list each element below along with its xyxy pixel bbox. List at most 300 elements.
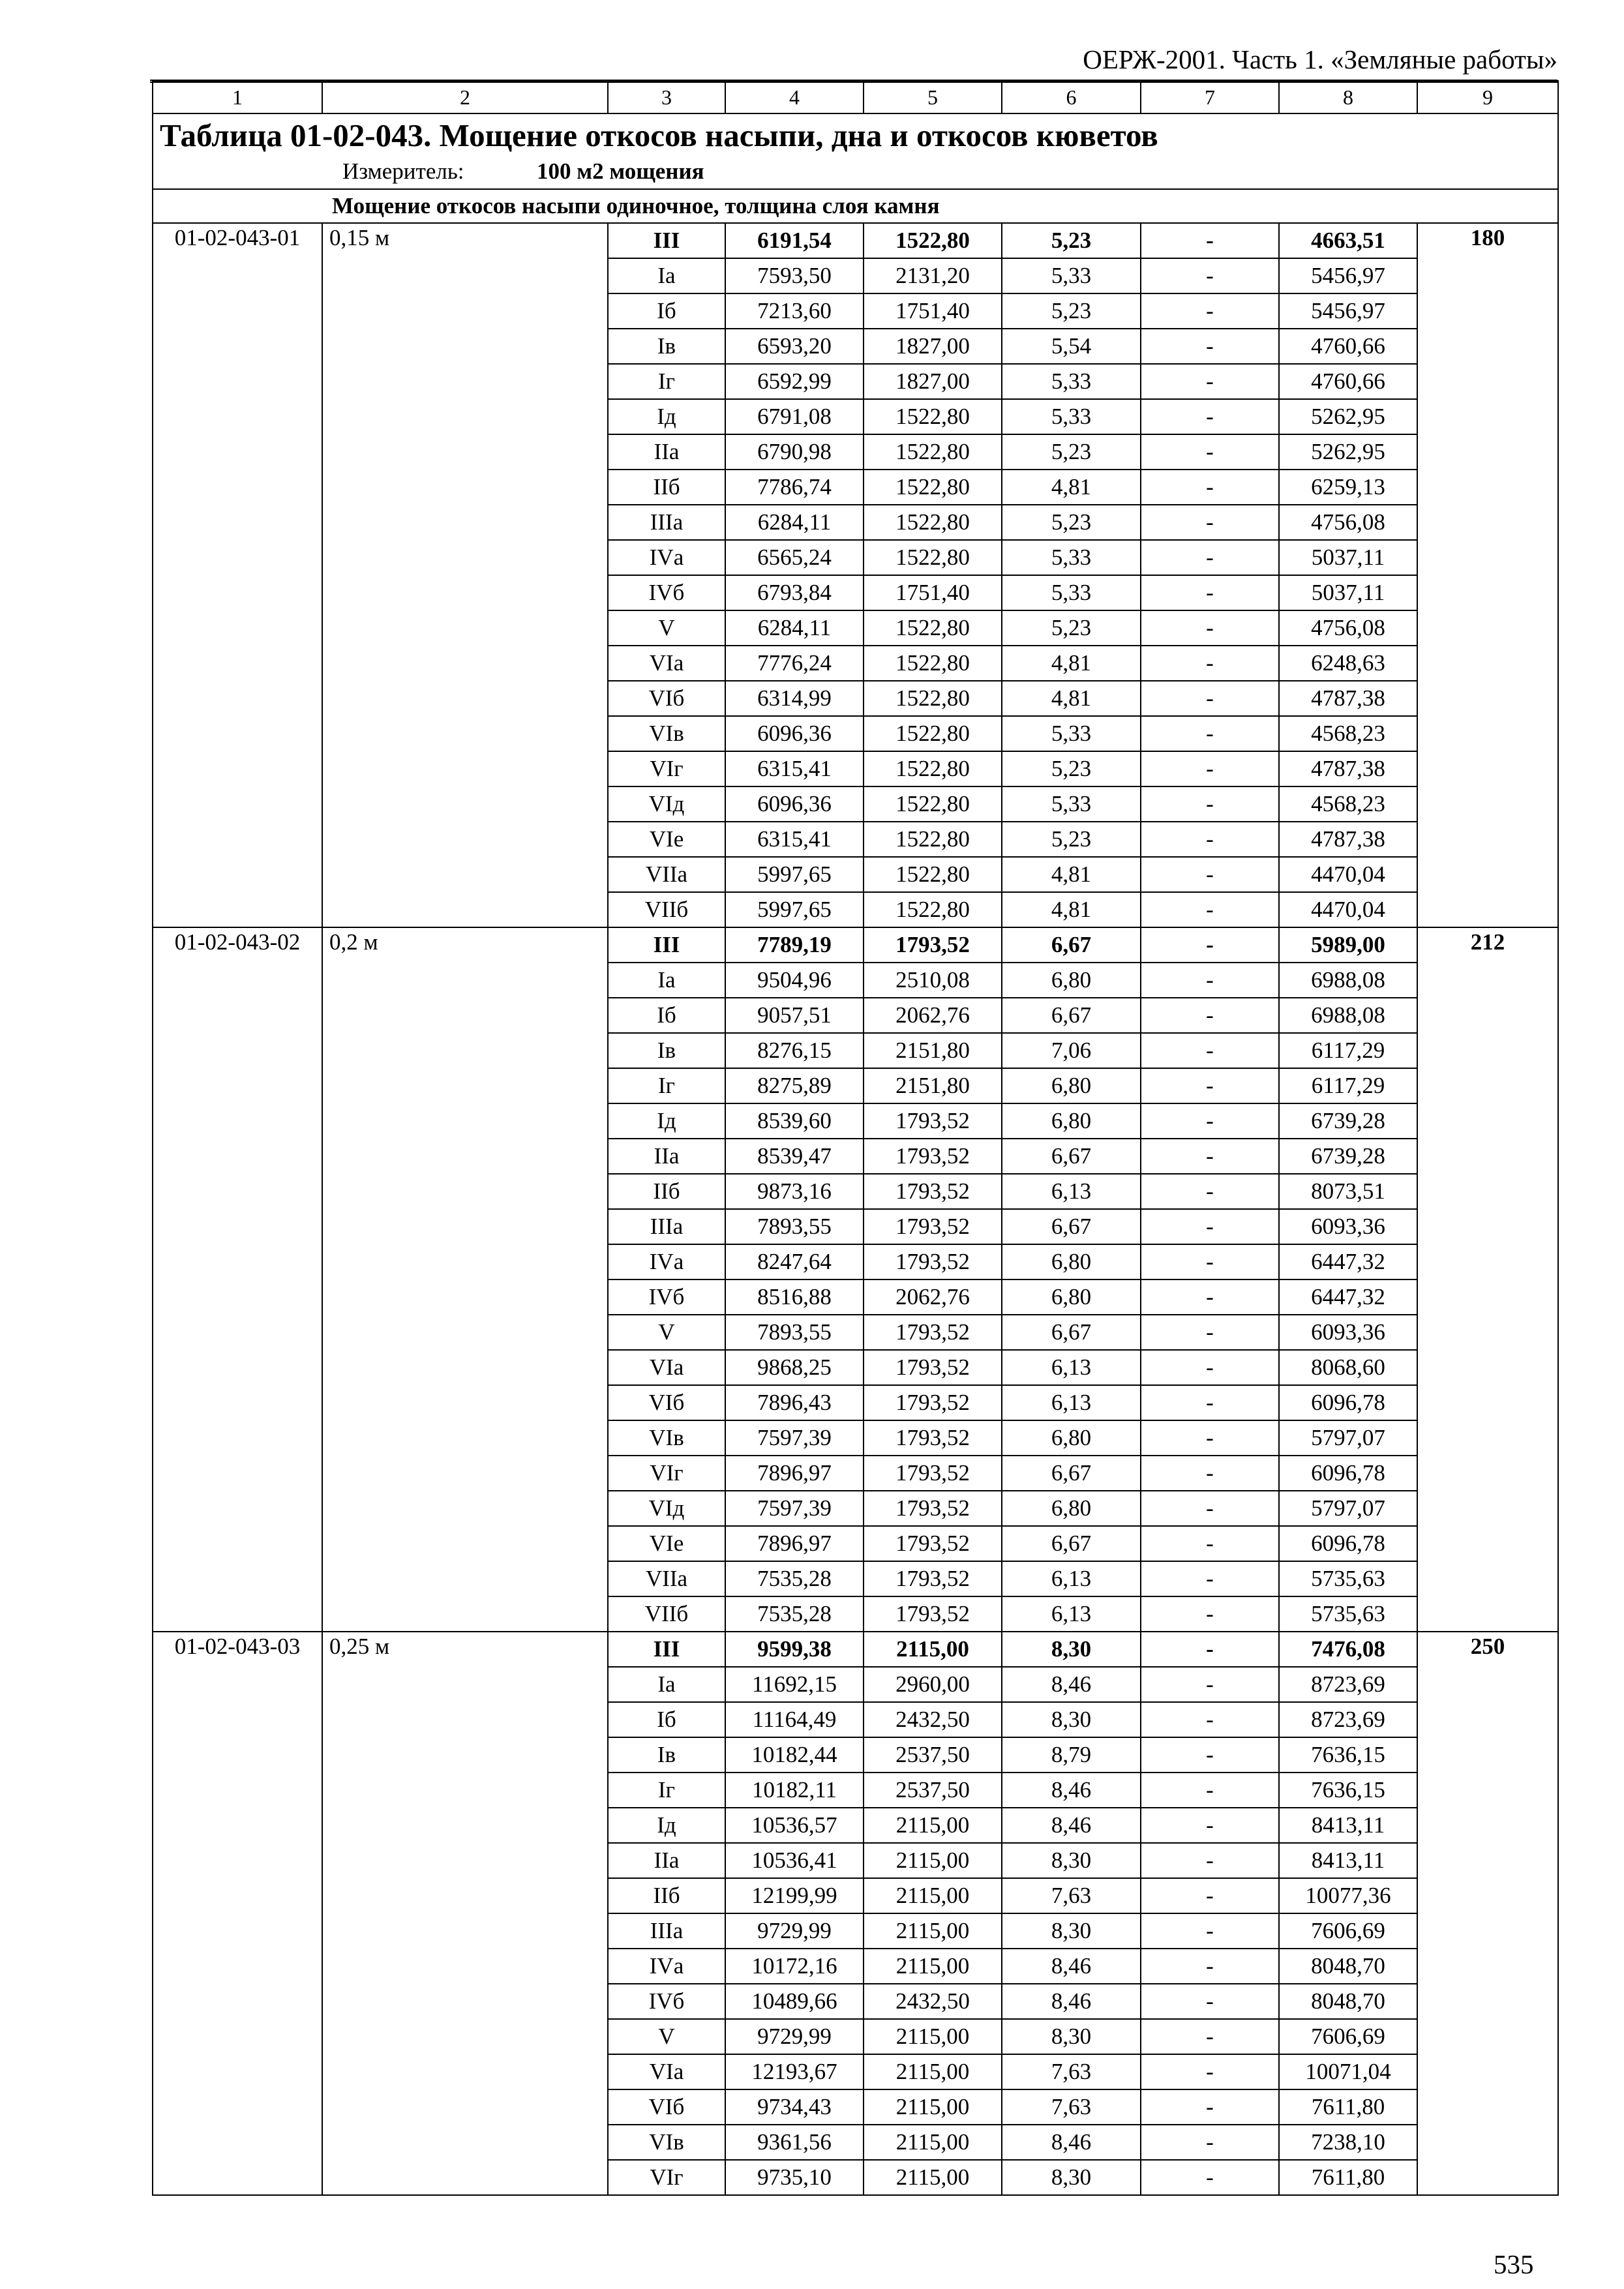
- total-cost: 10536,57: [725, 1808, 864, 1843]
- rate-code: 01-02-043-01: [153, 223, 322, 927]
- region-code: III: [608, 1632, 725, 1667]
- driver-wages: -: [1141, 1702, 1279, 1737]
- driver-wages: -: [1141, 1632, 1279, 1667]
- materials-cost: 10071,04: [1279, 2054, 1417, 2089]
- driver-wages: -: [1141, 857, 1279, 892]
- total-cost: 6314,99: [725, 681, 864, 716]
- wages-cost: 2151,80: [864, 1033, 1002, 1068]
- region-code: III: [608, 223, 725, 258]
- machine-cost: 7,63: [1002, 2054, 1141, 2089]
- table-head: [153, 81, 1558, 223]
- machine-cost: 6,67: [1002, 998, 1141, 1033]
- wages-cost: 1522,80: [864, 223, 1002, 258]
- region-code: Iб: [608, 1702, 725, 1737]
- region-code: III: [608, 927, 725, 963]
- driver-wages: -: [1141, 1737, 1279, 1773]
- driver-wages: -: [1141, 364, 1279, 399]
- materials-cost: 6117,29: [1279, 1068, 1417, 1103]
- region-code: IVа: [608, 540, 725, 575]
- region-code: IIб: [608, 470, 725, 505]
- total-cost: 7893,55: [725, 1315, 864, 1350]
- region-code: IIIа: [608, 505, 725, 540]
- region-code: V: [608, 1315, 725, 1350]
- machine-cost: 4,81: [1002, 470, 1141, 505]
- total-cost: 6191,54: [725, 223, 864, 258]
- region-code: VIе: [608, 1526, 725, 1561]
- total-cost: 7896,97: [725, 1456, 864, 1491]
- region-code: VIв: [608, 2125, 725, 2160]
- driver-wages: -: [1141, 998, 1279, 1033]
- machine-cost: 4,81: [1002, 681, 1141, 716]
- wages-cost: 2115,00: [864, 1913, 1002, 1949]
- materials-cost: 6248,63: [1279, 646, 1417, 681]
- machine-cost: 5,23: [1002, 610, 1141, 646]
- total-cost: 7893,55: [725, 1209, 864, 1244]
- machine-cost: 6,80: [1002, 1279, 1141, 1315]
- machine-cost: 8,79: [1002, 1737, 1141, 1773]
- driver-wages: -: [1141, 1103, 1279, 1139]
- wages-cost: 1522,80: [864, 470, 1002, 505]
- driver-wages: -: [1141, 1033, 1279, 1068]
- wages-cost: 1522,80: [864, 681, 1002, 716]
- region-code: Iг: [608, 364, 725, 399]
- total-cost: 6593,20: [725, 329, 864, 364]
- machine-cost: 6,67: [1002, 1315, 1141, 1350]
- wages-cost: 1793,52: [864, 927, 1002, 963]
- column-number: 7: [1141, 81, 1279, 113]
- driver-wages: -: [1141, 2089, 1279, 2125]
- driver-wages: -: [1141, 927, 1279, 963]
- machine-cost: 8,46: [1002, 1773, 1141, 1808]
- materials-cost: 7238,10: [1279, 2125, 1417, 2160]
- machine-cost: 6,67: [1002, 1209, 1141, 1244]
- wages-cost: 1751,40: [864, 575, 1002, 610]
- region-code: IIб: [608, 1174, 725, 1209]
- total-cost: 9729,99: [725, 2019, 864, 2054]
- region-code: VIа: [608, 1350, 725, 1385]
- machine-cost: 6,13: [1002, 1561, 1141, 1596]
- running-header: [150, 39, 1557, 83]
- materials-cost: 5797,07: [1279, 1491, 1417, 1526]
- total-cost: 10172,16: [725, 1949, 864, 1984]
- wages-cost: 1522,80: [864, 540, 1002, 575]
- region-code: IIа: [608, 1843, 725, 1878]
- wages-cost: 1522,80: [864, 434, 1002, 470]
- region-code: VIг: [608, 751, 725, 786]
- machine-cost: 6,80: [1002, 963, 1141, 998]
- region-code: V: [608, 610, 725, 646]
- materials-cost: 6447,32: [1279, 1279, 1417, 1315]
- wages-cost: 2510,08: [864, 963, 1002, 998]
- machine-cost: 6,80: [1002, 1244, 1141, 1279]
- driver-wages: -: [1141, 1385, 1279, 1420]
- column-number: 6: [1002, 81, 1141, 113]
- total-cost: 7896,43: [725, 1385, 864, 1420]
- materials-cost: 7476,08: [1279, 1632, 1417, 1667]
- materials-cost: 6117,29: [1279, 1033, 1417, 1068]
- region-code: VIб: [608, 2089, 725, 2125]
- wages-cost: 2062,76: [864, 998, 1002, 1033]
- wages-cost: 1522,80: [864, 751, 1002, 786]
- machine-cost: 4,81: [1002, 857, 1141, 892]
- materials-cost: 4470,04: [1279, 892, 1417, 927]
- driver-wages: -: [1141, 470, 1279, 505]
- region-code: Iд: [608, 399, 725, 434]
- region-code: IIб: [608, 1878, 725, 1913]
- driver-wages: -: [1141, 1843, 1279, 1878]
- total-cost: 8516,88: [725, 1279, 864, 1315]
- machine-cost: 5,33: [1002, 716, 1141, 751]
- region-code: VIд: [608, 1491, 725, 1526]
- column-number: 5: [864, 81, 1002, 113]
- machine-cost: 8,46: [1002, 1984, 1141, 2019]
- total-cost: 8539,60: [725, 1103, 864, 1139]
- title-row: [153, 113, 1558, 189]
- total-cost: 9361,56: [725, 2125, 864, 2160]
- machine-cost: 5,23: [1002, 434, 1141, 470]
- driver-wages: -: [1141, 293, 1279, 329]
- machine-cost: 6,13: [1002, 1350, 1141, 1385]
- wages-cost: 1793,52: [864, 1561, 1002, 1596]
- total-cost: 6565,24: [725, 540, 864, 575]
- region-code: VIIб: [608, 892, 725, 927]
- driver-wages: -: [1141, 1209, 1279, 1244]
- column-number: 1: [153, 81, 322, 113]
- wages-cost: 2115,00: [864, 1808, 1002, 1843]
- materials-cost: 5262,95: [1279, 434, 1417, 470]
- region-code: VIIб: [608, 1596, 725, 1632]
- materials-cost: 4470,04: [1279, 857, 1417, 892]
- title-cell: [153, 113, 1558, 189]
- driver-wages: -: [1141, 1984, 1279, 2019]
- total-cost: 7597,39: [725, 1491, 864, 1526]
- region-code: VIIа: [608, 1561, 725, 1596]
- region-code: VIIа: [608, 857, 725, 892]
- rate-code: 01-02-043-02: [153, 927, 322, 1632]
- region-code: IIIа: [608, 1913, 725, 1949]
- labor-hours: 250: [1417, 1632, 1558, 2195]
- wages-cost: 1827,00: [864, 329, 1002, 364]
- total-cost: 6315,41: [725, 751, 864, 786]
- column-number: 3: [608, 81, 725, 113]
- wages-cost: 1793,52: [864, 1315, 1002, 1350]
- driver-wages: -: [1141, 434, 1279, 470]
- region-code: V: [608, 2019, 725, 2054]
- machine-cost: 5,54: [1002, 329, 1141, 364]
- materials-cost: 4568,23: [1279, 786, 1417, 822]
- machine-cost: 6,13: [1002, 1174, 1141, 1209]
- wages-cost: 1793,52: [864, 1596, 1002, 1632]
- total-cost: 6284,11: [725, 505, 864, 540]
- driver-wages: -: [1141, 540, 1279, 575]
- total-cost: 7786,74: [725, 470, 864, 505]
- machine-cost: 8,30: [1002, 1843, 1141, 1878]
- driver-wages: -: [1141, 822, 1279, 857]
- wages-cost: 1793,52: [864, 1385, 1002, 1420]
- total-cost: 9057,51: [725, 998, 864, 1033]
- total-cost: 6790,98: [725, 434, 864, 470]
- machine-cost: 8,46: [1002, 1949, 1141, 1984]
- region-code: IIа: [608, 434, 725, 470]
- table-row: [153, 223, 1558, 258]
- total-cost: 6284,11: [725, 610, 864, 646]
- region-code: Iв: [608, 329, 725, 364]
- running-header-title: ОЕРЖ-2001. Часть 1. «Земляные работы»: [1083, 44, 1557, 74]
- driver-wages: -: [1141, 575, 1279, 610]
- layer-thickness: 0,2 м: [322, 927, 608, 1632]
- materials-cost: 5735,63: [1279, 1561, 1417, 1596]
- machine-cost: 6,67: [1002, 1139, 1141, 1174]
- total-cost: 7213,60: [725, 293, 864, 329]
- materials-cost: 8048,70: [1279, 1984, 1417, 2019]
- materials-cost: 5456,97: [1279, 293, 1417, 329]
- table-row: [153, 927, 1558, 963]
- column-number: 4: [725, 81, 864, 113]
- materials-cost: 4787,38: [1279, 822, 1417, 857]
- wages-cost: 1793,52: [864, 1139, 1002, 1174]
- materials-cost: 4760,66: [1279, 329, 1417, 364]
- materials-cost: 4760,66: [1279, 364, 1417, 399]
- machine-cost: 8,46: [1002, 1667, 1141, 1702]
- region-code: IIа: [608, 1139, 725, 1174]
- wages-cost: 1793,52: [864, 1174, 1002, 1209]
- wages-cost: 2115,00: [864, 2160, 1002, 2195]
- machine-cost: 5,23: [1002, 223, 1141, 258]
- wages-cost: 2432,50: [864, 1984, 1002, 2019]
- machine-cost: 6,13: [1002, 1385, 1141, 1420]
- machine-cost: 5,23: [1002, 822, 1141, 857]
- rate-group: [153, 223, 1558, 927]
- materials-cost: 6093,36: [1279, 1315, 1417, 1350]
- region-code: Iа: [608, 258, 725, 293]
- machine-cost: 6,80: [1002, 1103, 1141, 1139]
- materials-cost: 7606,69: [1279, 1913, 1417, 1949]
- wages-cost: 1793,52: [864, 1526, 1002, 1561]
- total-cost: 6096,36: [725, 786, 864, 822]
- machine-cost: 8,46: [1002, 2125, 1141, 2160]
- driver-wages: -: [1141, 1068, 1279, 1103]
- total-cost: 9599,38: [725, 1632, 864, 1667]
- driver-wages: -: [1141, 1244, 1279, 1279]
- materials-cost: 8048,70: [1279, 1949, 1417, 1984]
- machine-cost: 5,33: [1002, 399, 1141, 434]
- measure-line: [160, 157, 1557, 188]
- driver-wages: -: [1141, 681, 1279, 716]
- materials-cost: 10077,36: [1279, 1878, 1417, 1913]
- region-code: VIг: [608, 1456, 725, 1491]
- driver-wages: -: [1141, 399, 1279, 434]
- rate-code: 01-02-043-03: [153, 1632, 322, 2195]
- machine-cost: 5,33: [1002, 786, 1141, 822]
- total-cost: 12199,99: [725, 1878, 864, 1913]
- materials-cost: 6447,32: [1279, 1244, 1417, 1279]
- region-code: VIб: [608, 681, 725, 716]
- region-code: VIб: [608, 1385, 725, 1420]
- labor-hours: 180: [1417, 223, 1558, 927]
- layer-thickness: 0,25 м: [322, 1632, 608, 2195]
- machine-cost: 5,33: [1002, 575, 1141, 610]
- wages-cost: 2960,00: [864, 1667, 1002, 1702]
- machine-cost: 7,06: [1002, 1033, 1141, 1068]
- machine-cost: 6,67: [1002, 927, 1141, 963]
- region-code: VIг: [608, 2160, 725, 2195]
- measure-label: Измеритель:: [342, 158, 464, 184]
- driver-wages: -: [1141, 786, 1279, 822]
- machine-cost: 5,33: [1002, 364, 1141, 399]
- machine-cost: 5,33: [1002, 540, 1141, 575]
- wages-cost: 1522,80: [864, 786, 1002, 822]
- machine-cost: 8,30: [1002, 1913, 1141, 1949]
- materials-cost: 5989,00: [1279, 927, 1417, 963]
- wages-cost: 2151,80: [864, 1068, 1002, 1103]
- region-code: VIв: [608, 716, 725, 751]
- region-code: IVб: [608, 1984, 725, 2019]
- total-cost: 11692,15: [725, 1667, 864, 1702]
- materials-cost: 5456,97: [1279, 258, 1417, 293]
- total-cost: 9868,25: [725, 1350, 864, 1385]
- driver-wages: -: [1141, 716, 1279, 751]
- machine-cost: 4,81: [1002, 892, 1141, 927]
- driver-wages: -: [1141, 2019, 1279, 2054]
- materials-cost: 7611,80: [1279, 2160, 1417, 2195]
- driver-wages: -: [1141, 2160, 1279, 2195]
- total-cost: 6791,08: [725, 399, 864, 434]
- wages-cost: 1522,80: [864, 822, 1002, 857]
- total-cost: 7896,97: [725, 1526, 864, 1561]
- machine-cost: 6,80: [1002, 1420, 1141, 1456]
- region-code: IVб: [608, 575, 725, 610]
- column-number: 9: [1417, 81, 1558, 113]
- materials-cost: 6096,78: [1279, 1385, 1417, 1420]
- materials-cost: 6096,78: [1279, 1526, 1417, 1561]
- machine-cost: 8,46: [1002, 1808, 1141, 1843]
- region-code: Iб: [608, 998, 725, 1033]
- total-cost: 8247,64: [725, 1244, 864, 1279]
- rate-group: [153, 1632, 1558, 2195]
- materials-cost: 6988,08: [1279, 963, 1417, 998]
- region-code: Iд: [608, 1808, 725, 1843]
- driver-wages: -: [1141, 1315, 1279, 1350]
- materials-cost: 8068,60: [1279, 1350, 1417, 1385]
- total-cost: 9729,99: [725, 1913, 864, 1949]
- wages-cost: 2115,00: [864, 1632, 1002, 1667]
- total-cost: 10489,66: [725, 1984, 864, 2019]
- total-cost: 7776,24: [725, 646, 864, 681]
- region-code: Iг: [608, 1068, 725, 1103]
- column-number-row: [153, 81, 1558, 113]
- driver-wages: -: [1141, 2054, 1279, 2089]
- driver-wages: -: [1141, 610, 1279, 646]
- driver-wages: -: [1141, 1174, 1279, 1209]
- machine-cost: 5,23: [1002, 751, 1141, 786]
- materials-cost: 4756,08: [1279, 610, 1417, 646]
- driver-wages: -: [1141, 1773, 1279, 1808]
- driver-wages: -: [1141, 2125, 1279, 2160]
- total-cost: 11164,49: [725, 1702, 864, 1737]
- total-cost: 6315,41: [725, 822, 864, 857]
- total-cost: 8276,15: [725, 1033, 864, 1068]
- wages-cost: 1522,80: [864, 857, 1002, 892]
- layer-thickness: 0,15 м: [322, 223, 608, 927]
- machine-cost: 8,30: [1002, 1632, 1141, 1667]
- driver-wages: -: [1141, 1596, 1279, 1632]
- machine-cost: 7,63: [1002, 2089, 1141, 2125]
- wages-cost: 1522,80: [864, 610, 1002, 646]
- driver-wages: -: [1141, 505, 1279, 540]
- total-cost: 8275,89: [725, 1068, 864, 1103]
- total-cost: 8539,47: [725, 1139, 864, 1174]
- wages-cost: 1793,52: [864, 1103, 1002, 1139]
- driver-wages: -: [1141, 1420, 1279, 1456]
- materials-cost: 5262,95: [1279, 399, 1417, 434]
- driver-wages: -: [1141, 1456, 1279, 1491]
- materials-cost: 8413,11: [1279, 1843, 1417, 1878]
- wages-cost: 1793,52: [864, 1209, 1002, 1244]
- materials-cost: 4787,38: [1279, 681, 1417, 716]
- machine-cost: 6,67: [1002, 1526, 1141, 1561]
- wages-cost: 2115,00: [864, 2089, 1002, 2125]
- materials-cost: 4663,51: [1279, 223, 1417, 258]
- labor-hours: 212: [1417, 927, 1558, 1632]
- machine-cost: 6,80: [1002, 1491, 1141, 1526]
- region-code: Iв: [608, 1033, 725, 1068]
- driver-wages: -: [1141, 1491, 1279, 1526]
- section-title: Мощение откосов насыпи одиночное, толщина слоя камня: [153, 189, 1558, 223]
- machine-cost: 4,81: [1002, 646, 1141, 681]
- region-code: VIа: [608, 646, 725, 681]
- driver-wages: -: [1141, 1279, 1279, 1315]
- total-cost: 7593,50: [725, 258, 864, 293]
- materials-cost: 5735,63: [1279, 1596, 1417, 1632]
- materials-cost: 5037,11: [1279, 575, 1417, 610]
- section-row: [153, 189, 1558, 223]
- driver-wages: -: [1141, 751, 1279, 786]
- region-code: Iб: [608, 293, 725, 329]
- wages-cost: 2115,00: [864, 2019, 1002, 2054]
- materials-cost: 8723,69: [1279, 1702, 1417, 1737]
- wages-cost: 2537,50: [864, 1737, 1002, 1773]
- region-code: IVа: [608, 1949, 725, 1984]
- total-cost: 6096,36: [725, 716, 864, 751]
- materials-cost: 6093,36: [1279, 1209, 1417, 1244]
- materials-cost: 8413,11: [1279, 1808, 1417, 1843]
- machine-cost: 8,30: [1002, 2019, 1141, 2054]
- wages-cost: 2131,20: [864, 258, 1002, 293]
- region-code: IVб: [608, 1279, 725, 1315]
- wages-cost: 1793,52: [864, 1420, 1002, 1456]
- driver-wages: -: [1141, 1350, 1279, 1385]
- driver-wages: -: [1141, 646, 1279, 681]
- region-code: VIв: [608, 1420, 725, 1456]
- machine-cost: 5,33: [1002, 258, 1141, 293]
- materials-cost: 5797,07: [1279, 1420, 1417, 1456]
- region-code: Iа: [608, 963, 725, 998]
- measure-value: 100 м2 мощения: [537, 158, 704, 184]
- materials-cost: 7606,69: [1279, 2019, 1417, 2054]
- wages-cost: 1751,40: [864, 293, 1002, 329]
- driver-wages: -: [1141, 1949, 1279, 1984]
- column-number: 2: [322, 81, 608, 113]
- wages-cost: 1827,00: [864, 364, 1002, 399]
- table-row: [153, 1632, 1558, 1667]
- rates-table: [152, 80, 1559, 2196]
- wages-cost: 1522,80: [864, 399, 1002, 434]
- total-cost: 9735,10: [725, 2160, 864, 2195]
- wages-cost: 2115,00: [864, 1878, 1002, 1913]
- region-code: Iг: [608, 1773, 725, 1808]
- region-code: Iа: [608, 1667, 725, 1702]
- region-code: VIе: [608, 822, 725, 857]
